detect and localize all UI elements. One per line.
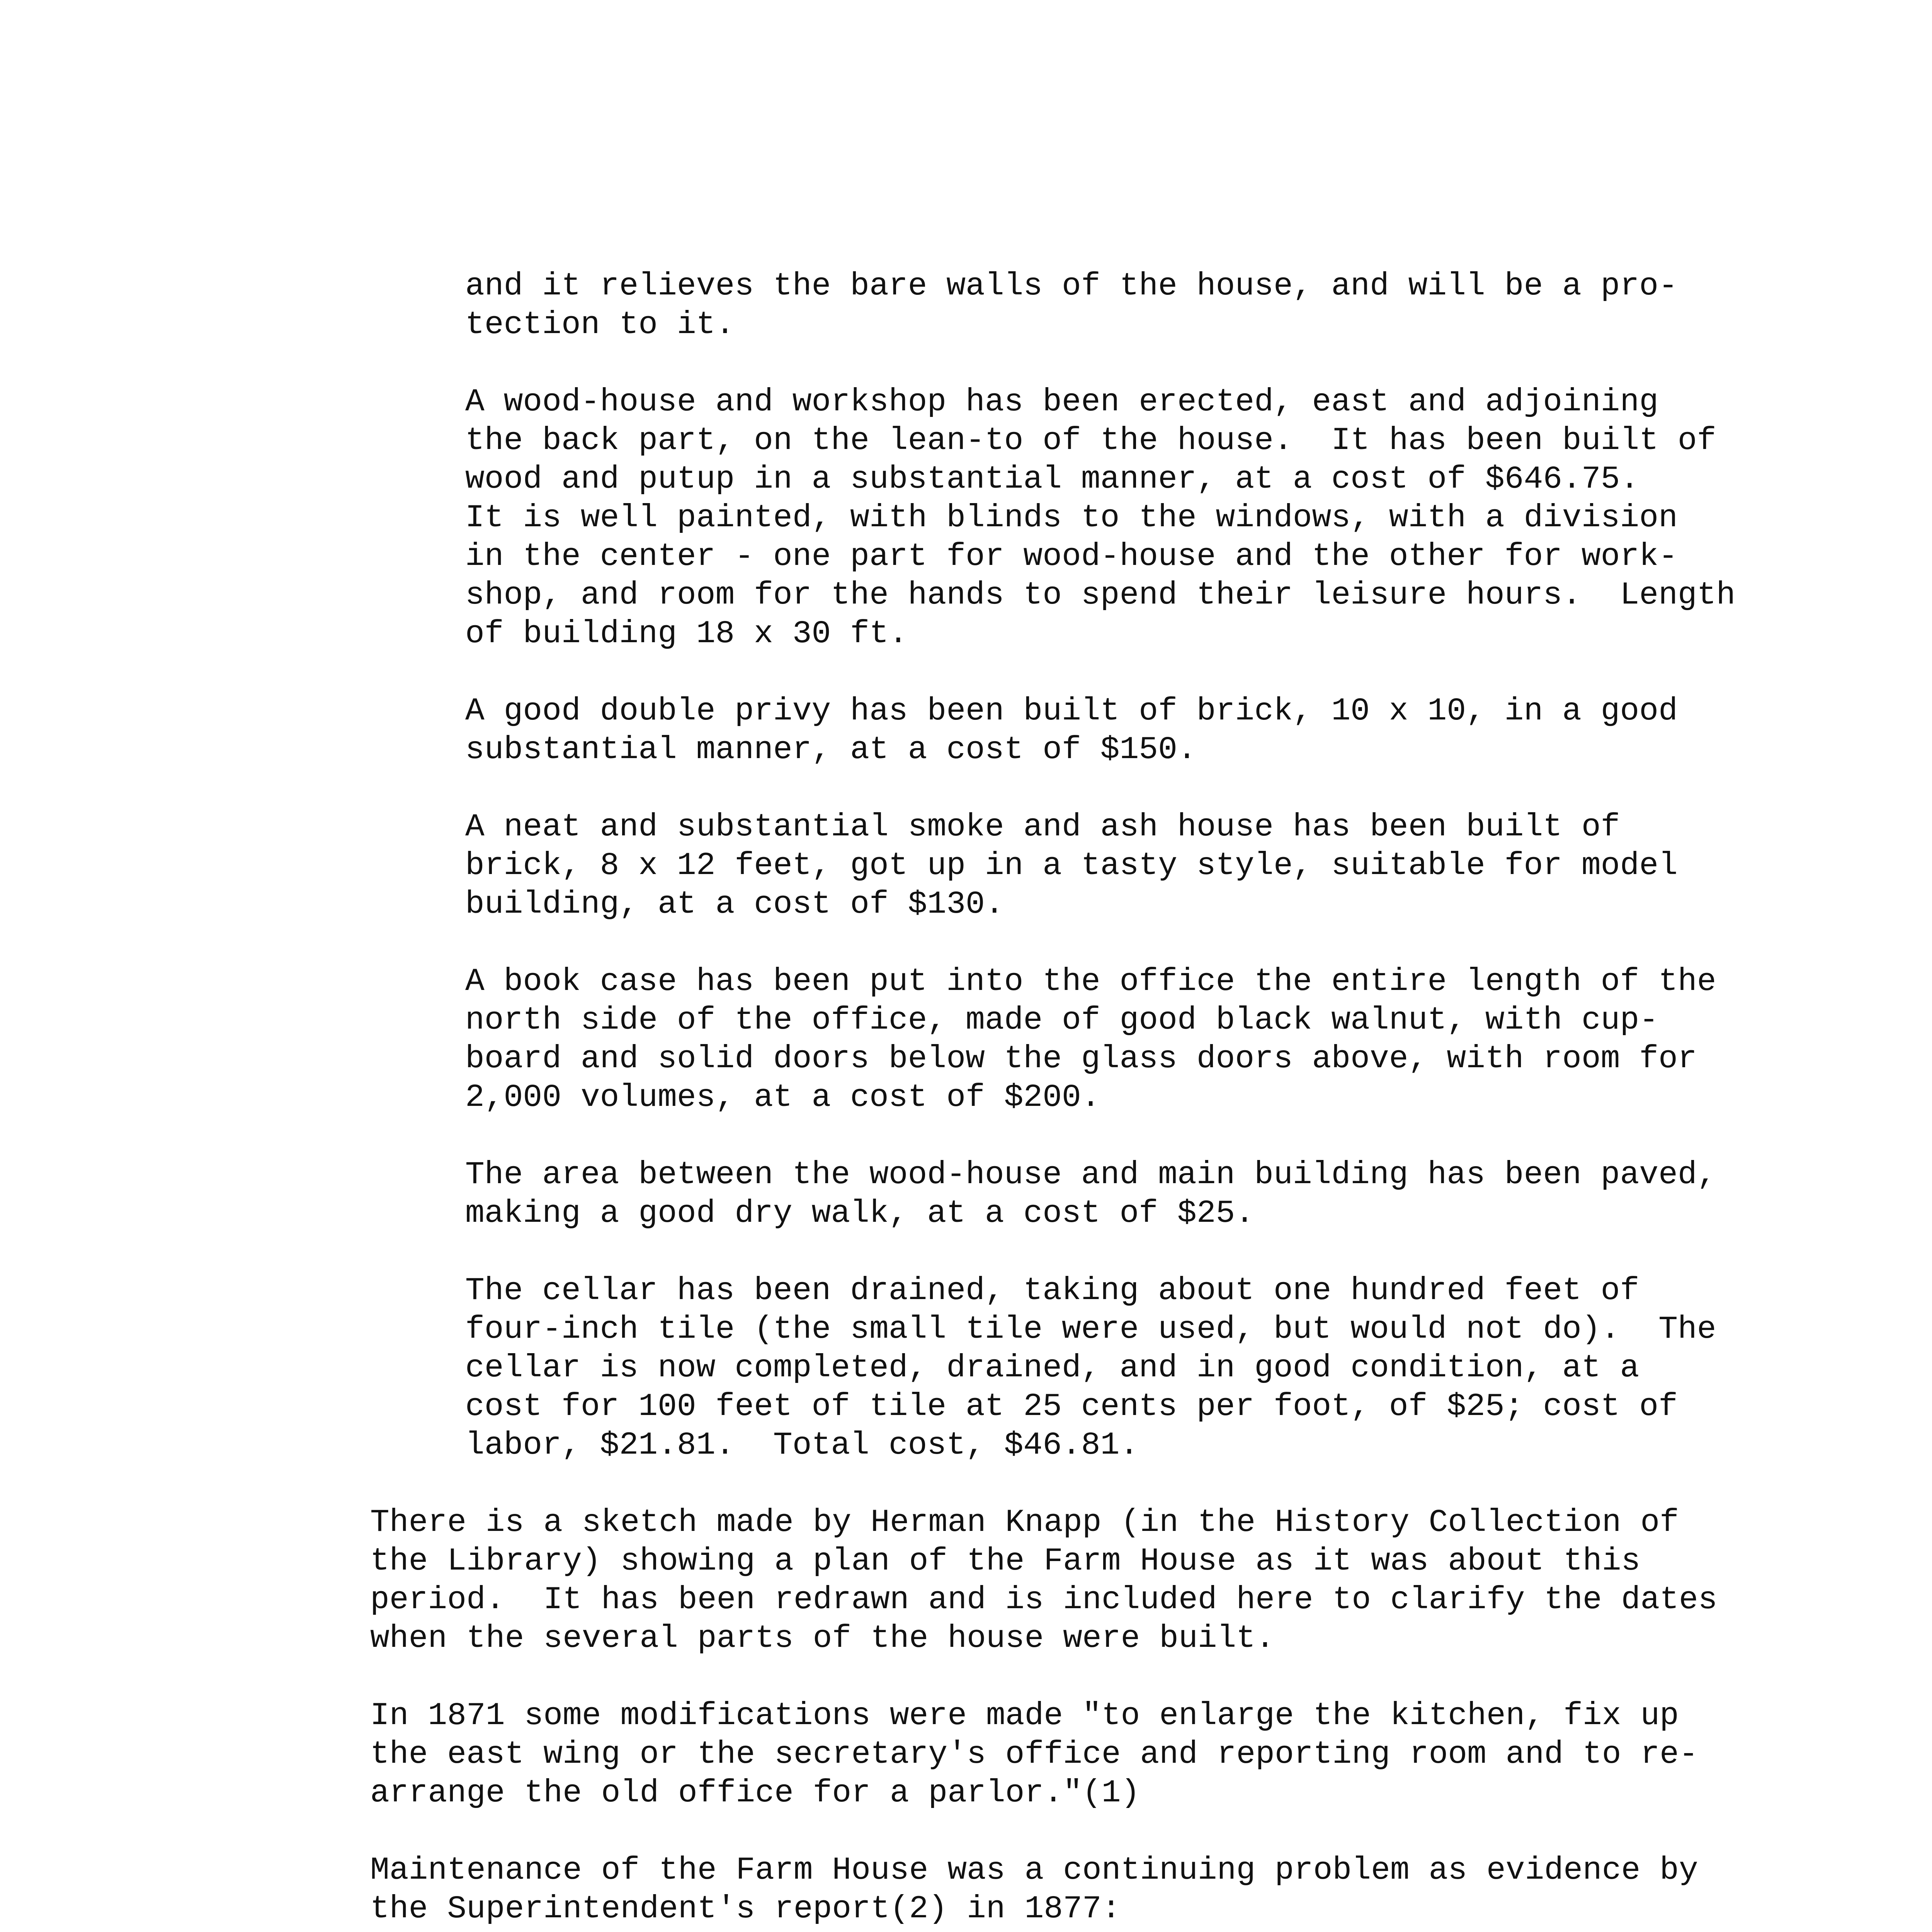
quote-line: in the center - one part for wood-house and the other for work- bbox=[465, 538, 1678, 575]
quote-line: A book case has been put into the office the entire length of the bbox=[465, 963, 1716, 1000]
quote-line: cost for 100 feet of tile at 25 cents per foot, of $25; cost of bbox=[465, 1388, 1678, 1425]
quote-line: and it relieves the bare walls of the house, and will be a pro- bbox=[465, 268, 1678, 304]
quote-line: making a good dry walk, at a cost of $25. bbox=[465, 1195, 1255, 1231]
quote-line: A good double privy has been built of brick, 10 x 10, in a good bbox=[465, 693, 1678, 729]
body-line: arrange the old office for a parlor."(1) bbox=[370, 1775, 1140, 1811]
quote-line: building, at a cost of $130. bbox=[465, 886, 1004, 922]
body-line: the Superintendent's report(2) in 1877: bbox=[370, 1891, 1121, 1927]
quote-line: It is well painted, with blinds to the windows, with a division bbox=[465, 500, 1678, 536]
quote-line: brick, 8 x 12 feet, got up in a tasty style, suitable for model bbox=[465, 847, 1678, 884]
body-line: Maintenance of the Farm House was a continuing problem as evidence by bbox=[370, 1852, 1698, 1888]
quote-line: tection to it. bbox=[465, 306, 735, 343]
quote-line: wood and putup in a substantial manner, at a cost of $646.75. bbox=[465, 461, 1639, 497]
quote-line: of building 18 x 30 ft. bbox=[465, 616, 908, 652]
quote-line: 2,000 volumes, at a cost of $200. bbox=[465, 1079, 1100, 1116]
body-line: There is a sketch made by Herman Knapp (in the History Collection of bbox=[370, 1504, 1679, 1541]
body-line: the east wing or the secretary's office and reporting room and to re- bbox=[370, 1736, 1698, 1772]
body-line: when the several parts of the house were built. bbox=[370, 1620, 1275, 1656]
quote-line: substantial manner, at a cost of $150. bbox=[465, 731, 1197, 768]
body-line: period. It has been redrawn and is included here to clarify the dates bbox=[370, 1582, 1718, 1618]
quote-line: labor, $21.81. Total cost, $46.81. bbox=[465, 1427, 1139, 1463]
quote-line: the back part, on the lean-to of the house. It has been built of bbox=[465, 422, 1716, 459]
quote-line: cellar is now completed, drained, and in good condition, at a bbox=[465, 1350, 1639, 1386]
quote-line: A wood-house and workshop has been erected, east and adjoining bbox=[465, 384, 1659, 420]
quote-line: board and solid doors below the glass doors above, with room for bbox=[465, 1041, 1697, 1077]
quote-line: The area between the wood-house and main building has been paved, bbox=[465, 1156, 1716, 1193]
quote-line: A neat and substantial smoke and ash house has been built of bbox=[465, 809, 1620, 845]
quote-line: The cellar has been drained, taking about one hundred feet of bbox=[465, 1272, 1639, 1309]
body-line: In 1871 some modifications were made "to enlarge the kitchen, fix up bbox=[370, 1697, 1679, 1734]
quote-line: north side of the office, made of good black walnut, with cup- bbox=[465, 1002, 1659, 1038]
body-line: the Library) showing a plan of the Farm House as it was about this bbox=[370, 1543, 1641, 1579]
quote-line: shop, and room for the hands to spend their leisure hours. Length bbox=[465, 577, 1736, 613]
quote-line: four-inch tile (the small tile were used, but would not do). The bbox=[465, 1311, 1716, 1347]
